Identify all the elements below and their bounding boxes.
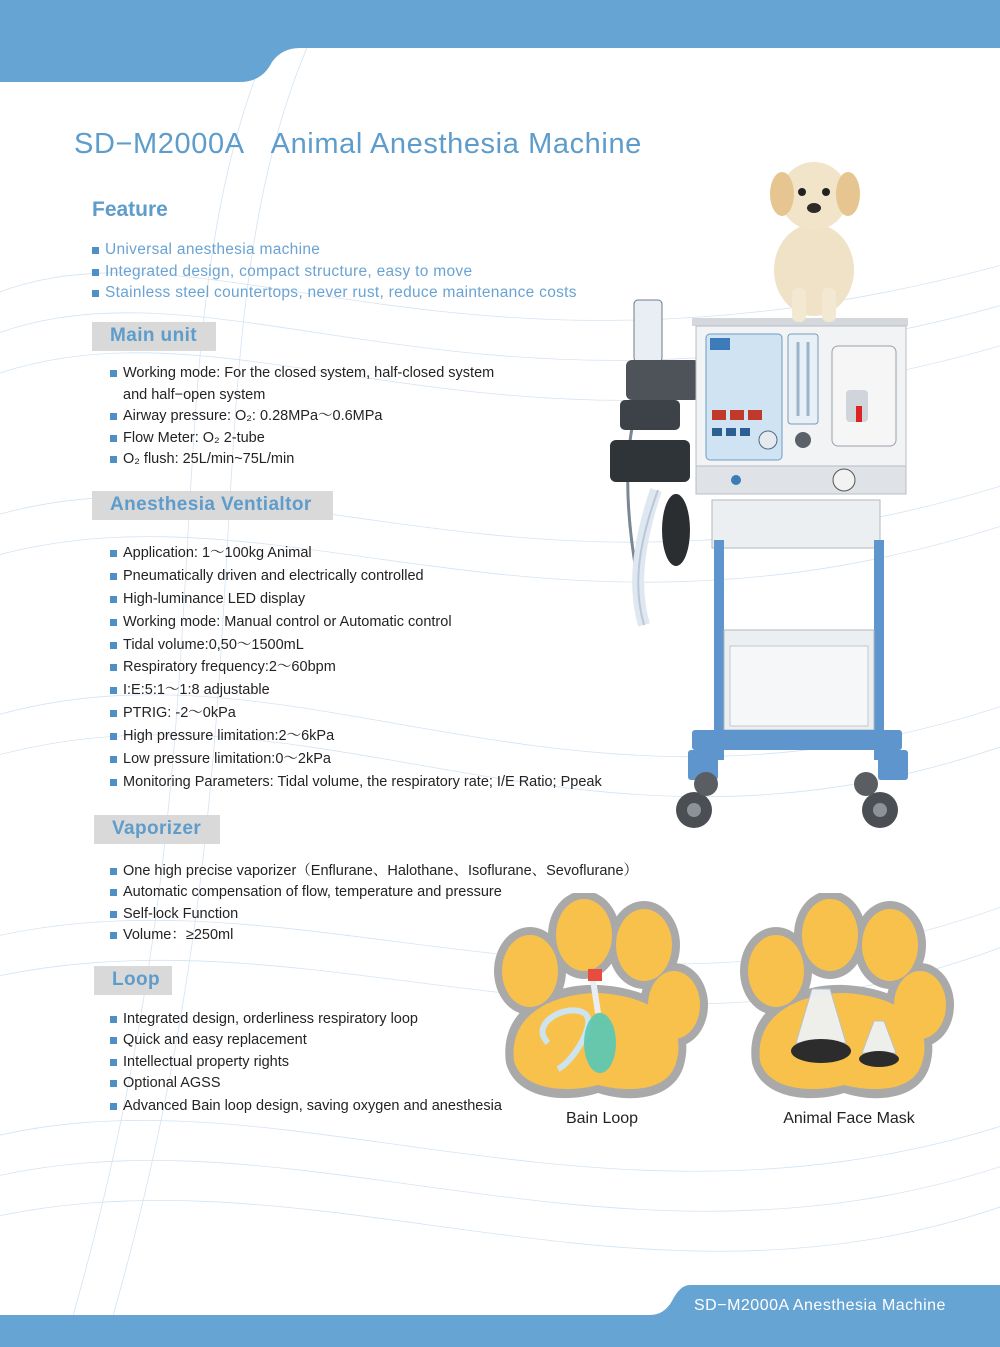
list-item: Quick and easy replacement [110,1031,502,1052]
header-band [0,0,1000,82]
list-item: Application: 1～100kg Animal [110,544,602,567]
page-title [74,128,642,161]
list-item: Low pressure limitation:0～2kPa [110,750,602,773]
vaporizer-heading: Vaporizer [94,815,220,844]
feature-heading: Feature [92,198,168,221]
face-mask-caption: Animal Face Mask [783,1110,915,1127]
main-unit-list [110,364,494,472]
list-item: Self-lock Function [110,905,638,926]
list-item: Respiratory frequency:2～60bpm [110,658,602,681]
list-item: Stainless steel countertops, never rust, reduce maintenance costs [92,284,577,306]
puppy-photo [756,148,876,324]
ventilator-list [110,544,602,796]
anesthesia-machine-photo [596,290,916,840]
list-item: Automatic compensation of flow, temperature and pressure [110,883,638,904]
footer-band [0,1285,1000,1347]
list-item: I:E:5:1～1:8 adjustable [110,681,602,704]
list-item: Airway pressure: O₂: 0.28MPa～0.6MPa [110,407,494,429]
list-item: Tidal volume:0,50～1500mL [110,636,602,659]
face-mask-paw-frame [734,893,954,1103]
title-name: Animal Anesthesia Machine [270,128,642,160]
list-item: Universal anesthesia machine [92,241,577,263]
ventilator-heading: Anesthesia Ventialtor [92,491,333,520]
list-item: O₂ flush: 25L/min~75L/min [110,450,494,472]
bain-loop-paw-frame [488,893,708,1103]
list-item: PTRIG: -2～0kPa [110,704,602,727]
list-item: High-luminance LED display [110,590,602,613]
list-item: Optional AGSS [110,1074,502,1097]
feature-list [92,241,577,306]
list-item: One high precise vaporizer（Enflurane、Halothane、Isoflurane、Sevoflurane） [110,862,638,883]
footer-text: SD−M2000A Anesthesia Machine [694,1297,946,1314]
list-item: Intellectual property rights [110,1053,502,1074]
list-item: Working mode: For the closed system, half-closed system [110,364,494,386]
bain-loop-caption: Bain Loop [565,1110,639,1127]
list-item: Volume：≥250ml [110,926,638,947]
list-item: Flow Meter: O₂ 2-tube [110,429,494,451]
main-unit-heading: Main unit [92,322,216,351]
title-model: SD−M2000A [74,128,245,160]
loop-heading: Loop [94,966,172,995]
list-item: Integrated design, orderliness respiratory loop [110,1010,502,1031]
list-item: Integrated design, compact structure, easy to move [92,263,577,285]
list-item: Advanced Bain loop design, saving oxygen and anesthesia [110,1097,502,1118]
list-item-continuation: and half−open system [123,386,266,403]
list-item: Working mode: Manual control or Automatic control [110,613,602,636]
loop-list [110,1010,502,1119]
list-item: Pneumatically driven and electrically controlled [110,567,602,590]
list-item: Monitoring Parameters: Tidal volume, the respiratory rate; I/E Ratio; Ppeak [110,773,602,796]
list-item: High pressure limitation:2～6kPa [110,727,602,750]
